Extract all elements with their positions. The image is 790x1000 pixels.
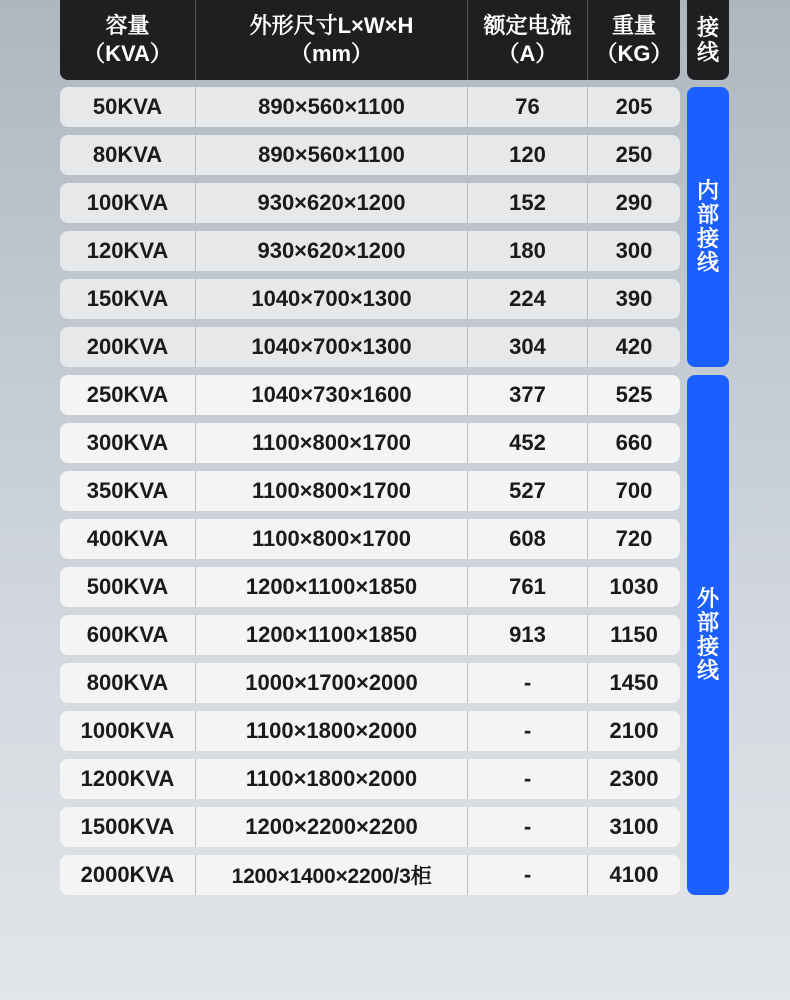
internal-wiring-char: 接 xyxy=(696,226,719,251)
cell-weight: 660 xyxy=(615,430,653,455)
cell-capacity: 80KVA xyxy=(60,135,196,175)
table-row xyxy=(60,87,680,127)
cell-capacity: 50KVA xyxy=(60,87,196,127)
cell-current: - xyxy=(468,759,588,799)
cell-weight: 300 xyxy=(615,238,653,263)
table-row xyxy=(60,567,680,607)
table-row xyxy=(60,423,680,463)
cell-dimensions: 1100×800×1700 xyxy=(196,471,468,511)
cell-current: 304 xyxy=(468,327,588,367)
cell-capacity: 100KVA xyxy=(60,183,196,223)
cell-current: - xyxy=(468,855,588,895)
table-body xyxy=(60,87,680,903)
table-row xyxy=(60,135,680,175)
header-current-label: 额定电流 xyxy=(483,13,572,38)
cell-weight: 700 xyxy=(615,478,653,503)
header-capacity-label: 容量 xyxy=(105,13,150,38)
cell-dimensions: 1200×1400×2200/3柜 xyxy=(196,855,468,895)
cell-weight: 250 xyxy=(615,142,653,167)
header-dimensions xyxy=(196,0,468,80)
table-row xyxy=(60,519,680,559)
internal-wiring-char: 部 xyxy=(696,202,719,227)
cell-weight: 525 xyxy=(615,382,653,407)
table-row xyxy=(60,183,680,223)
cell-current: 120 xyxy=(468,135,588,175)
cell-weight: 2300 xyxy=(609,766,659,791)
internal-wiring-char: 线 xyxy=(696,250,719,275)
header-weight-unit: （KG） xyxy=(595,41,673,66)
cell-dimensions: 1200×1100×1850 xyxy=(196,615,468,655)
cell-weight: 1150 xyxy=(610,622,658,647)
cell-dimensions: 1100×800×1700 xyxy=(196,519,468,559)
cell-current: 913 xyxy=(468,615,588,655)
cell-capacity: 500KVA xyxy=(60,567,196,607)
cell-dimensions: 1200×1100×1850 xyxy=(196,567,468,607)
cell-dimensions: 1040×730×1600 xyxy=(196,375,468,415)
external-wiring-char: 接 xyxy=(696,634,719,659)
cell-capacity: 150KVA xyxy=(60,279,196,319)
external-wiring-char: 外 xyxy=(696,586,719,611)
cell-dimensions: 930×620×1200 xyxy=(196,231,468,271)
table-row xyxy=(60,615,680,655)
cell-weight: 1030 xyxy=(609,574,659,599)
cell-capacity: 350KVA xyxy=(60,471,196,511)
header-capacity xyxy=(60,0,196,80)
cell-dimensions: 1040×700×1300 xyxy=(196,279,468,319)
cell-weight: 1450 xyxy=(609,670,659,695)
cell-capacity: 2000KVA xyxy=(60,855,196,895)
cell-current: 761 xyxy=(468,567,588,607)
cell-weight: 205 xyxy=(615,94,653,119)
cell-capacity: 1200KVA xyxy=(60,759,196,799)
table-row xyxy=(60,759,680,799)
cell-current: - xyxy=(468,807,588,847)
cell-capacity: 250KVA xyxy=(60,375,196,415)
cell-capacity: 400KVA xyxy=(60,519,196,559)
cell-current: 180 xyxy=(468,231,588,271)
table-row xyxy=(60,375,680,415)
cell-weight: 4100 xyxy=(609,862,659,887)
cell-dimensions: 1000×1700×2000 xyxy=(196,663,468,703)
header-wiring-char: 线 xyxy=(696,40,719,65)
table-row xyxy=(60,855,680,895)
table-row xyxy=(60,327,680,367)
cell-dimensions: 890×560×1100 xyxy=(196,87,468,127)
cell-current: - xyxy=(468,663,588,703)
cell-capacity: 120KVA xyxy=(60,231,196,271)
cell-dimensions: 890×560×1100 xyxy=(196,135,468,175)
header-current xyxy=(468,0,588,80)
table-row xyxy=(60,231,680,271)
cell-capacity: 300KVA xyxy=(60,423,196,463)
internal-wiring-char: 内 xyxy=(696,178,719,203)
header-weight xyxy=(588,0,680,80)
cell-current: - xyxy=(468,711,588,751)
internal-wiring-label xyxy=(687,87,729,367)
external-wiring-label xyxy=(687,375,729,895)
cell-weight: 3100 xyxy=(609,814,659,839)
header-dimensions-unit: （mm） xyxy=(289,41,374,66)
cell-dimensions: 930×620×1200 xyxy=(196,183,468,223)
cell-capacity: 600KVA xyxy=(60,615,196,655)
cell-current: 377 xyxy=(468,375,588,415)
cell-weight: 720 xyxy=(615,526,653,551)
header-dimensions-label: 外形尺寸L×W×H xyxy=(249,13,414,38)
cell-dimensions: 1200×2200×2200 xyxy=(196,807,468,847)
cell-current: 76 xyxy=(468,87,588,127)
cell-weight: 420 xyxy=(615,334,653,359)
cell-dimensions: 1100×1800×2000 xyxy=(196,711,468,751)
header-capacity-unit: （KVA） xyxy=(83,41,172,66)
table-row xyxy=(60,711,680,751)
table-row xyxy=(60,471,680,511)
cell-capacity: 1000KVA xyxy=(60,711,196,751)
cell-dimensions: 1100×1800×2000 xyxy=(196,759,468,799)
external-wiring-char: 线 xyxy=(696,658,719,683)
cell-weight: 2100 xyxy=(609,718,659,743)
header-weight-label: 重量 xyxy=(611,13,656,38)
cell-current: 527 xyxy=(468,471,588,511)
external-wiring-char: 部 xyxy=(696,610,719,635)
header-wiring xyxy=(687,0,729,80)
cell-capacity: 1500KVA xyxy=(60,807,196,847)
cell-current: 152 xyxy=(468,183,588,223)
table-row xyxy=(60,807,680,847)
cell-dimensions: 1040×700×1300 xyxy=(196,327,468,367)
cell-weight: 390 xyxy=(615,286,653,311)
header-wiring-char: 接 xyxy=(696,15,719,40)
table-header xyxy=(60,0,680,80)
cell-dimensions: 1100×800×1700 xyxy=(196,423,468,463)
cell-current: 608 xyxy=(468,519,588,559)
cell-current: 224 xyxy=(468,279,588,319)
table-row xyxy=(60,663,680,703)
cell-current: 452 xyxy=(468,423,588,463)
cell-capacity: 200KVA xyxy=(60,327,196,367)
cell-weight: 290 xyxy=(615,190,653,215)
table-row xyxy=(60,279,680,319)
header-current-unit: （A） xyxy=(497,41,558,66)
cell-capacity: 800KVA xyxy=(60,663,196,703)
